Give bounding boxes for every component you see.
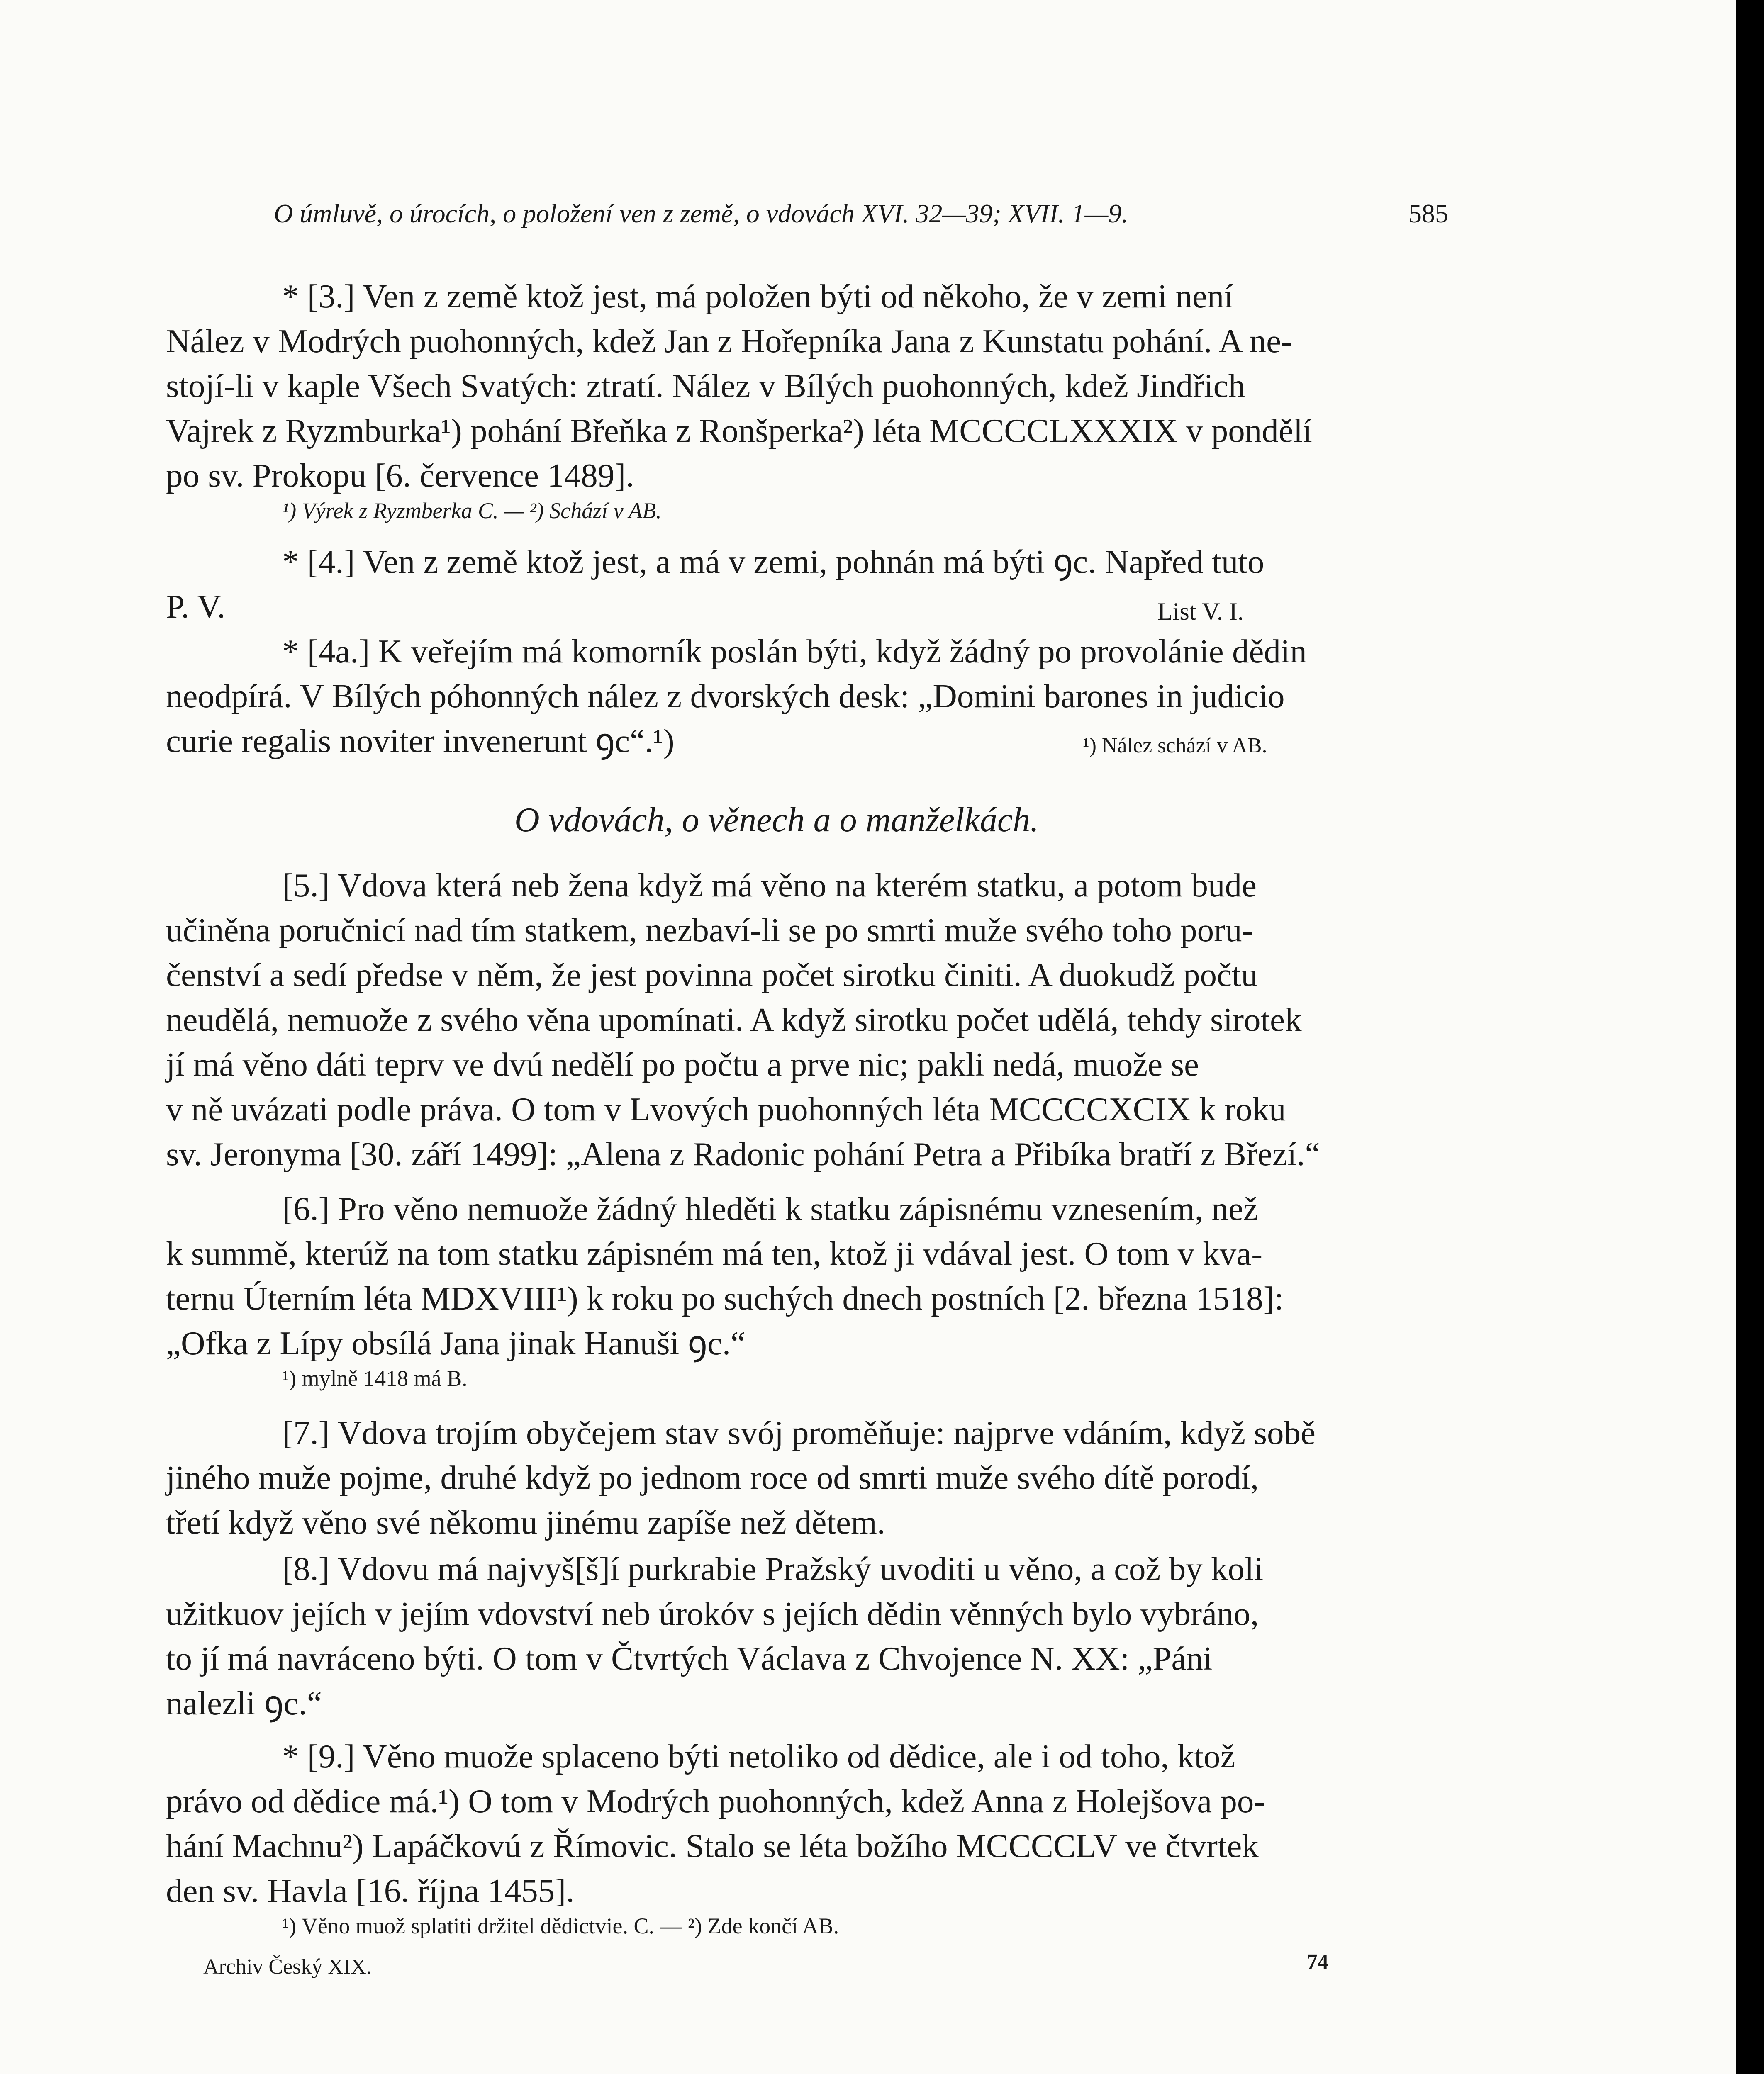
footer-sheet-number: 74 <box>1307 1950 1328 1974</box>
text-line: * [3.] Ven z země ktož jest, má položen býti od někoho, že v zemi není <box>282 278 1233 315</box>
text-line: [8.] Vdovu má najvyš[š]í purkrabie Pražský uvoditi u věno, a což by koli <box>282 1550 1264 1587</box>
text-line: * [4a.] K veřejím má komorník poslán býti, když žádný po provolánie dědin <box>282 633 1307 670</box>
text-line: k summě, kterúž na tom statku zápisném má ten, ktož ji vdával jest. O tom v kva- <box>166 1235 1263 1272</box>
page-number: 585 <box>1408 199 1448 228</box>
paragraph-4 <box>166 539 1460 629</box>
text-line: učiněna poručnicí nad tím statkem, nezbaví-li se po smrti muže svého toho poru- <box>166 911 1253 949</box>
text-line: curie regalis noviter invenerunt ꝯc“.¹) <box>166 722 675 759</box>
side-note-nalez: ¹) Nález schází v AB. <box>1083 734 1267 757</box>
footer-signature: Archiv Český XIX. <box>203 1955 372 1979</box>
footnote-para6: ¹) mylně 1418 má B. <box>282 1366 468 1391</box>
text-line: jiného muže pojme, druhé když po jednom roce od smrti muže svého dítě porodí, <box>166 1459 1259 1496</box>
text-line: sv. Jeronyma [30. září 1499]: „Alena z Radonic pohání Petra a Přibíka bratří z Březí.“ <box>166 1135 1320 1173</box>
side-note-list: List V. I. <box>1157 598 1244 625</box>
text-line: po sv. Prokopu [6. července 1489]. <box>166 457 634 494</box>
text-line: * [4.] Ven z země ktož jest, a má v zemi, pohnán má býti ꝯc. Napřed tuto <box>282 543 1265 580</box>
text-line: právo od dědice má.¹) O tom v Modrých puohonných, kdež Anna z Holejšova po- <box>166 1782 1265 1820</box>
text-line: [6.] Pro věno nemuože žádný hleděti k statku zápisnému vznesením, než <box>282 1190 1258 1227</box>
text-line: ternu Úterním léta MDXVIII¹) k roku po suchých dnech postních [2. března 1518]: <box>166 1280 1284 1317</box>
text-line: třetí když věno své někomu jinému zapíše než dětem. <box>166 1504 886 1541</box>
text-line: neudělá, nemuože z svého věna upomínati. A když sirotku počet udělá, tehdy sirotek <box>166 1001 1302 1038</box>
paragraph-7 <box>166 1410 1460 1545</box>
text-line: hání Machnu²) Lapáčkovú z Římovic. Stalo se léta božího MCCCCLV ve čtvrtek <box>166 1827 1259 1865</box>
text-line: P. V. <box>166 588 226 625</box>
text-line: v ně uvázati podle práva. O tom v Lvových puohonných léta MCCCCXCIX k roku <box>166 1091 1286 1128</box>
footnote-para9: ¹) Věno muož splatiti držitel dědictvie. C. — ²) Zde končí AB. <box>282 1913 839 1938</box>
text-line: stojí-li v kaple Všech Svatých: ztratí. Nález v Bílých puohonných, kdež Jindřich <box>166 367 1245 404</box>
text-line: „Ofka z Lípy obsílá Jana jinak Hanuši ꝯc.“ <box>166 1324 746 1362</box>
section-title: O vdovách, o věnech a o manželkách. <box>514 801 1039 839</box>
text-line: jí má věno dáti teprv ve dvú nedělí po počtu a prve nic; pakli nedá, muože se <box>166 1046 1199 1083</box>
text-line: užitkuov jejích v jejím vdovství neb úrokóv s jejích dědin věnných bylo vybráno, <box>166 1595 1259 1632</box>
text-line: čenství a sedí předse v něm, že jest povinna počet sirotku činiti. A duokudž počtu <box>166 956 1258 993</box>
text-line: to jí má navráceno býti. O tom v Čtvrtých Václava z Chvojence N. XX: „Páni <box>166 1640 1213 1677</box>
text-line: * [9.] Věno muože splaceno býti netoliko od dědice, ale i od toho, ktož <box>282 1738 1235 1775</box>
text-line: den sv. Havla [16. října 1455]. <box>166 1872 575 1909</box>
paragraph-8 <box>166 1546 1460 1726</box>
running-title: O úmluvě, o úrocích, o položení ven z země, o vdovách XVI. 32—39; XVII. 1—9. <box>274 199 1128 228</box>
paragraph-6 <box>166 1186 1460 1366</box>
paragraph-3 <box>166 274 1460 498</box>
text-line: [5.] Vdova která neb žena když má věno na kterém statku, a potom bude <box>282 867 1257 904</box>
footnote-para3: ¹) Výrek z Ryzmberka C. — ²) Schází v AB. <box>282 498 662 523</box>
text-line: Vajrek z Ryzmburka¹) pohání Břeňka z Ronšperka²) léta MCCCCLXXXIX v pondělí <box>166 412 1312 449</box>
text-line: neodpírá. V Bílých póhonných nález z dvorských desk: „Domini barones in judicio <box>166 677 1285 715</box>
paragraph-9 <box>166 1734 1460 1913</box>
scan-edge-right <box>1736 0 1764 2074</box>
text-line: [7.] Vdova trojím obyčejem stav svój proměňuje: najprve vdáním, když sobě <box>282 1414 1316 1451</box>
paragraph-5 <box>166 863 1460 1176</box>
text-line: nalezli ꝯc.“ <box>166 1685 322 1722</box>
text-line: Nález v Modrých puohonných, kdež Jan z Hořepníka Jana z Kunstatu pohání. A ne- <box>166 322 1293 360</box>
